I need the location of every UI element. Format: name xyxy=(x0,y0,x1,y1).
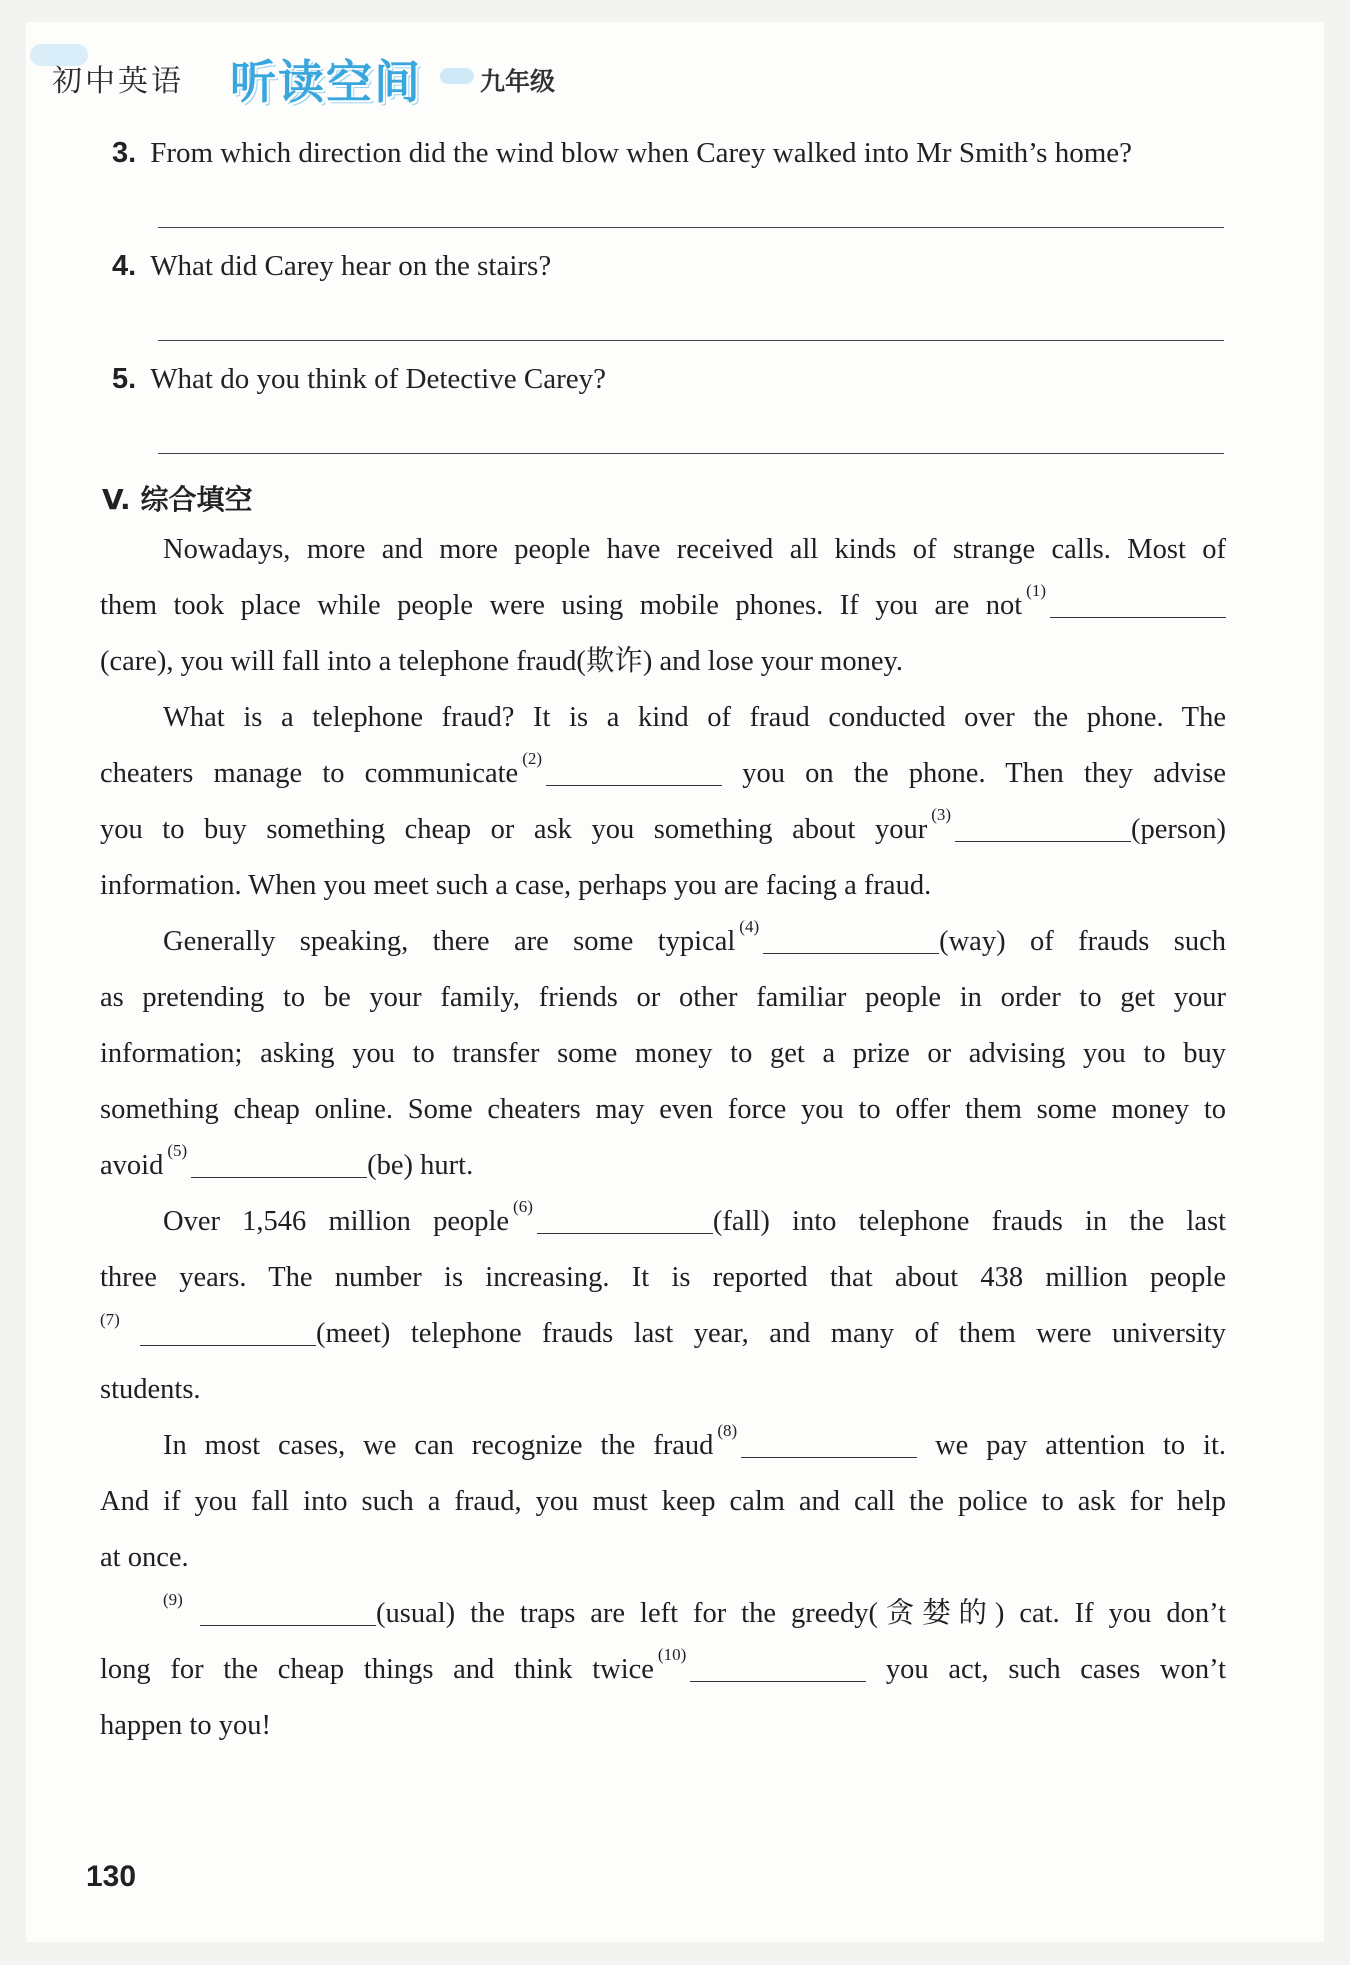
blank-3[interactable] xyxy=(955,840,1131,842)
question-3: 3. From which direction did the wind blow when Carey walked into Mr Smith’s home? xyxy=(112,137,1133,169)
passage-line: What is a telephone fraud? It is a kind of fraud conducted over the phone. The xyxy=(163,702,1226,733)
blank-10[interactable] xyxy=(690,1680,866,1682)
page-number: 130 xyxy=(86,1860,137,1893)
series-title: 初中英语 xyxy=(52,64,184,99)
question-5: 5. What do you think of Detective Carey? xyxy=(112,363,606,395)
blank-number: (7) xyxy=(100,1310,120,1329)
passage-line: cheaters manage to communicate $^{(2)}$ you on the phone. Then they advise xyxy=(100,749,1227,789)
blank-number: (9) xyxy=(163,1590,183,1609)
cloud-decoration xyxy=(440,68,474,84)
blank-number: (6) xyxy=(513,1197,533,1216)
passage-line: avoid $^{(5)}$ (be) hurt. xyxy=(100,1141,474,1181)
passage-line: as pretending to be your family, friends or other familiar people in order to get your xyxy=(100,982,1226,1013)
passage-line: (care), you will fall into a telephone fraud(欺诈) and lose your money. xyxy=(100,646,904,677)
passage-line: Nowadays, more and more people have received all kinds of strange calls. Most of xyxy=(163,534,1226,565)
blank-number: (1) xyxy=(1026,581,1046,600)
blank-number: (8) xyxy=(717,1421,738,1440)
blank-6[interactable] xyxy=(537,1232,713,1234)
blank-number: (2) xyxy=(522,749,543,768)
blank-number: (10) xyxy=(657,1645,687,1664)
blank-number: (5) xyxy=(167,1141,188,1160)
passage-line: them took place while people were using mobile phones. If you are not $^{(1)}$ xyxy=(100,578,1226,634)
blank-2[interactable] xyxy=(546,784,722,786)
passage-line: information; asking you to transfer some money to get a prize or advising you to buy xyxy=(100,1038,1226,1069)
passage-line: something cheap online. Some cheaters may even force you to offer them some money to xyxy=(100,1094,1226,1125)
grade-label: 九年级 xyxy=(480,67,556,96)
passage-line: In most cases, we can recognize the fraud $^{(8)}$ we pay attention to it. xyxy=(163,1421,1226,1461)
passage-line: information. When you meet such a case, perhaps you are facing a fraud. xyxy=(100,870,932,901)
answer-line-5[interactable] xyxy=(158,453,1224,454)
passage-line: (usual) the traps are left for the greedy(贪婪的) cat. If you don’t xyxy=(200,1586,1226,1642)
passage-line: three years. The number is increasing. It is reported that about 438 million people xyxy=(100,1262,1226,1293)
passage-line: at once. xyxy=(100,1542,189,1573)
blank-7[interactable] xyxy=(140,1344,316,1346)
section-title: V. 综合填空 xyxy=(102,483,253,516)
blank-8[interactable] xyxy=(741,1456,917,1458)
blank-4[interactable] xyxy=(763,952,939,954)
passage-line: (meet) telephone frauds last year, and many of them were university xyxy=(140,1306,1226,1362)
blank-9[interactable] xyxy=(200,1624,376,1626)
blank-number: (3) xyxy=(931,805,952,824)
question-4: 4. What did Carey hear on the stairs? xyxy=(112,250,552,282)
answer-line-3[interactable] xyxy=(158,227,1224,228)
passage-line: Generally speaking, there are some typical $^{(4)}$ (way) of frauds such xyxy=(163,917,1226,957)
blank-1[interactable] xyxy=(1050,616,1226,618)
passage-line: students. xyxy=(100,1374,201,1405)
answer-line-4[interactable] xyxy=(158,340,1224,341)
blank-number: (4) xyxy=(739,917,760,936)
passage-line: Over 1,546 million people $^{(6)}$ (fall) into telephone frauds in the last xyxy=(163,1197,1227,1237)
blank-5[interactable] xyxy=(191,1176,367,1178)
passage-line: long for the cheap things and think twice $^{(10)}$ you act, such cases won’t xyxy=(100,1645,1226,1685)
passage-line: you to buy something cheap or ask you something about your $^{(3)}$ (person) xyxy=(100,805,1226,845)
book-header xyxy=(30,38,630,118)
brand-logo: 听读空间 xyxy=(230,55,422,109)
passage-line: happen to you! xyxy=(100,1710,271,1741)
passage-line: And if you fall into such a fraud, you must keep calm and call the police to ask for help xyxy=(100,1486,1226,1517)
